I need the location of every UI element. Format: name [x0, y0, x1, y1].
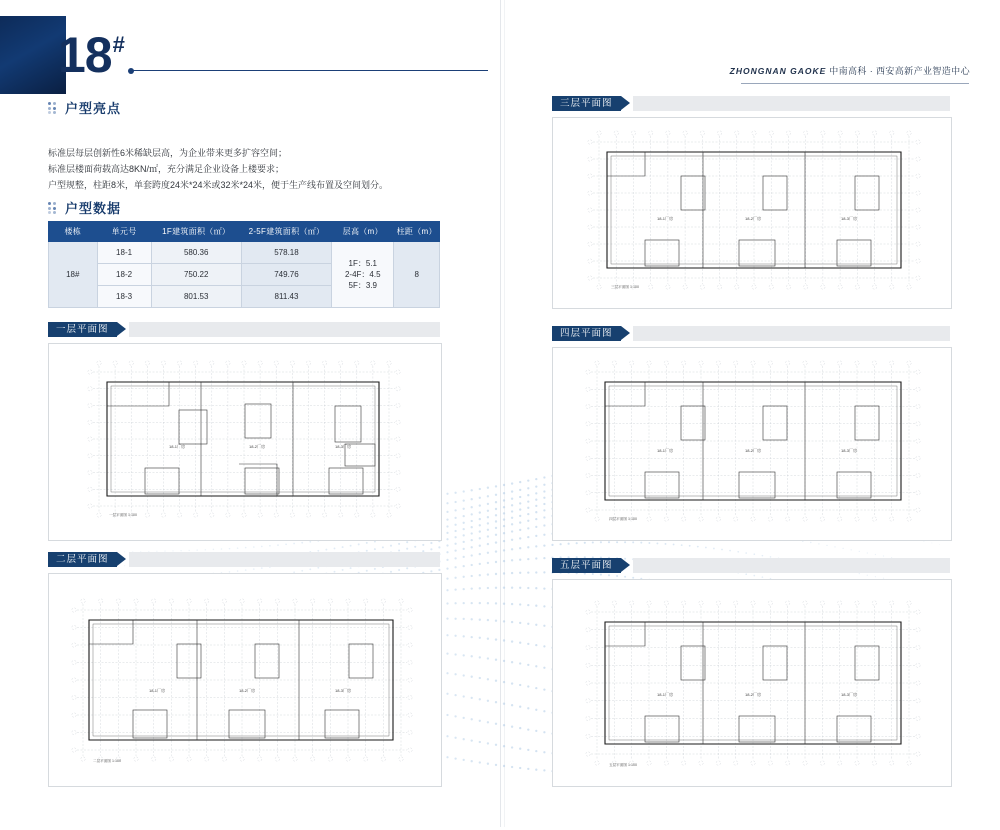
svg-text:18-2厂房: 18-2厂房	[239, 688, 256, 693]
section-heading-highlights	[48, 98, 121, 117]
dots-grid-icon	[48, 102, 59, 113]
floor-plan-3-drawing	[553, 118, 951, 308]
plan-unit-label: 18-1厂房	[169, 444, 186, 449]
floor-plan-4-drawing	[553, 348, 951, 540]
svg-text:18-2厂房: 18-2厂房	[745, 216, 762, 221]
plan-header-floor-5	[552, 558, 950, 573]
table-header-row	[49, 222, 440, 242]
cell-area-1f: 801.53	[151, 286, 241, 308]
hash-symbol: #	[112, 32, 124, 57]
cell-area-2-5f: 578.18	[241, 242, 331, 264]
floor-plan-5-drawing	[553, 580, 951, 786]
brand-cn: 中南高科 · 西安高新产业智造中心	[829, 66, 970, 76]
th-area-2-5f: 2-5F建筑面积（㎡）	[241, 222, 331, 242]
plan-header-bar	[633, 558, 950, 573]
floor-plan-3	[552, 117, 952, 309]
floor-plan-1-drawing	[49, 344, 441, 540]
plan-caption: 二层平面图 1:100	[93, 759, 121, 763]
plan-header-bar	[633, 96, 950, 111]
svg-text:18-3厂房: 18-3厂房	[841, 216, 858, 221]
floor-height-line-2: 2-4F：4.5	[344, 270, 381, 279]
floor-plan-2-drawing	[49, 574, 441, 786]
highlight-line-3: 户型规整，柱距8米，单套跨度24米*24米或32米*24米，便于生产线布置及空间划分。	[48, 180, 389, 190]
plan-header-bar	[633, 326, 950, 341]
svg-text:18-1厂房: 18-1厂房	[657, 692, 674, 697]
plan-header-floor-1	[48, 322, 440, 337]
floor-plan-1	[48, 343, 442, 541]
svg-text:18-3厂房: 18-3厂房	[841, 448, 858, 453]
plan-tab-label: 二层平面图	[48, 552, 117, 567]
svg-text:18-2厂房: 18-2厂房	[745, 448, 762, 453]
building-number-text: 18	[58, 27, 112, 83]
header-corner-block	[0, 16, 66, 94]
cell-floor-height	[332, 242, 394, 308]
cell-area-2-5f: 749.76	[241, 264, 331, 286]
th-floor-height: 层高（m）	[332, 222, 394, 242]
plan-unit-label: 18-3厂房	[335, 444, 352, 449]
header-rule-left	[133, 70, 488, 71]
plan-tab-label: 四层平面图	[552, 326, 621, 341]
data-title: 户型数据	[65, 201, 122, 216]
svg-text:18-1厂房: 18-1厂房	[657, 448, 674, 453]
plan-tab-label: 一层平面图	[48, 322, 117, 337]
cell-area-1f: 750.22	[151, 264, 241, 286]
plan-caption: 五层平面图 1:100	[609, 763, 637, 767]
th-area-1f: 1F建筑面积（㎡）	[151, 222, 241, 242]
svg-text:18-3厂房: 18-3厂房	[841, 692, 858, 697]
floor-plan-2	[48, 573, 442, 787]
cell-area-1f: 580.36	[151, 242, 241, 264]
plan-tab-label: 三层平面图	[552, 96, 621, 111]
cell-unit: 18-3	[97, 286, 151, 308]
section-heading-data	[48, 198, 121, 217]
svg-text:18-3厂房: 18-3厂房	[335, 688, 352, 693]
dots-grid-icon	[48, 202, 59, 213]
cell-building: 18#	[49, 242, 98, 308]
cell-unit: 18-1	[97, 242, 151, 264]
header-rule-right	[741, 83, 969, 84]
page-fold-line-2	[504, 0, 505, 827]
brand-en: ZHONGNAN GAOKE	[729, 66, 827, 76]
unit-data-table	[48, 221, 440, 308]
brand-mark	[730, 64, 970, 77]
plan-caption: 四层平面图 1:100	[609, 517, 637, 521]
plan-header-bar	[129, 322, 440, 337]
svg-text:18-1厂房: 18-1厂房	[149, 688, 166, 693]
page-fold-line	[500, 0, 501, 827]
th-unit: 单元号	[97, 222, 151, 242]
th-column-spacing: 柱距（m）	[394, 222, 440, 242]
floor-height-line-3: 5F：3.9	[348, 281, 377, 290]
svg-text:18-1厂房: 18-1厂房	[657, 216, 674, 221]
plan-unit-label: 18-2厂房	[249, 444, 266, 449]
table-row	[49, 242, 440, 264]
floor-plan-5	[552, 579, 952, 787]
highlights-text	[48, 145, 478, 193]
building-number	[58, 27, 124, 83]
plan-header-floor-3	[552, 96, 950, 111]
plan-header-floor-2	[48, 552, 440, 567]
highlight-line-2: 标准层楼面荷载高达8KN/㎡，充分满足企业设备上楼要求；	[48, 164, 285, 174]
highlights-title: 户型亮点	[65, 101, 122, 116]
highlight-line-1: 标准层每层创新性6米稀缺层高，为企业带来更多扩容空间；	[48, 148, 288, 158]
plan-tab-label: 五层平面图	[552, 558, 621, 573]
plan-header-bar	[129, 552, 440, 567]
floor-height-line-1: 1F：5.1	[348, 259, 377, 268]
floor-plan-4	[552, 347, 952, 541]
plan-caption: 一层平面图 1:100	[109, 513, 137, 517]
plan-caption: 三层平面图 1:100	[611, 285, 639, 289]
plan-header-floor-4	[552, 326, 950, 341]
cell-column-spacing: 8	[394, 242, 440, 308]
cell-unit: 18-2	[97, 264, 151, 286]
svg-text:18-2厂房: 18-2厂房	[745, 692, 762, 697]
cell-area-2-5f: 811.43	[241, 286, 331, 308]
th-building: 楼栋	[49, 222, 98, 242]
